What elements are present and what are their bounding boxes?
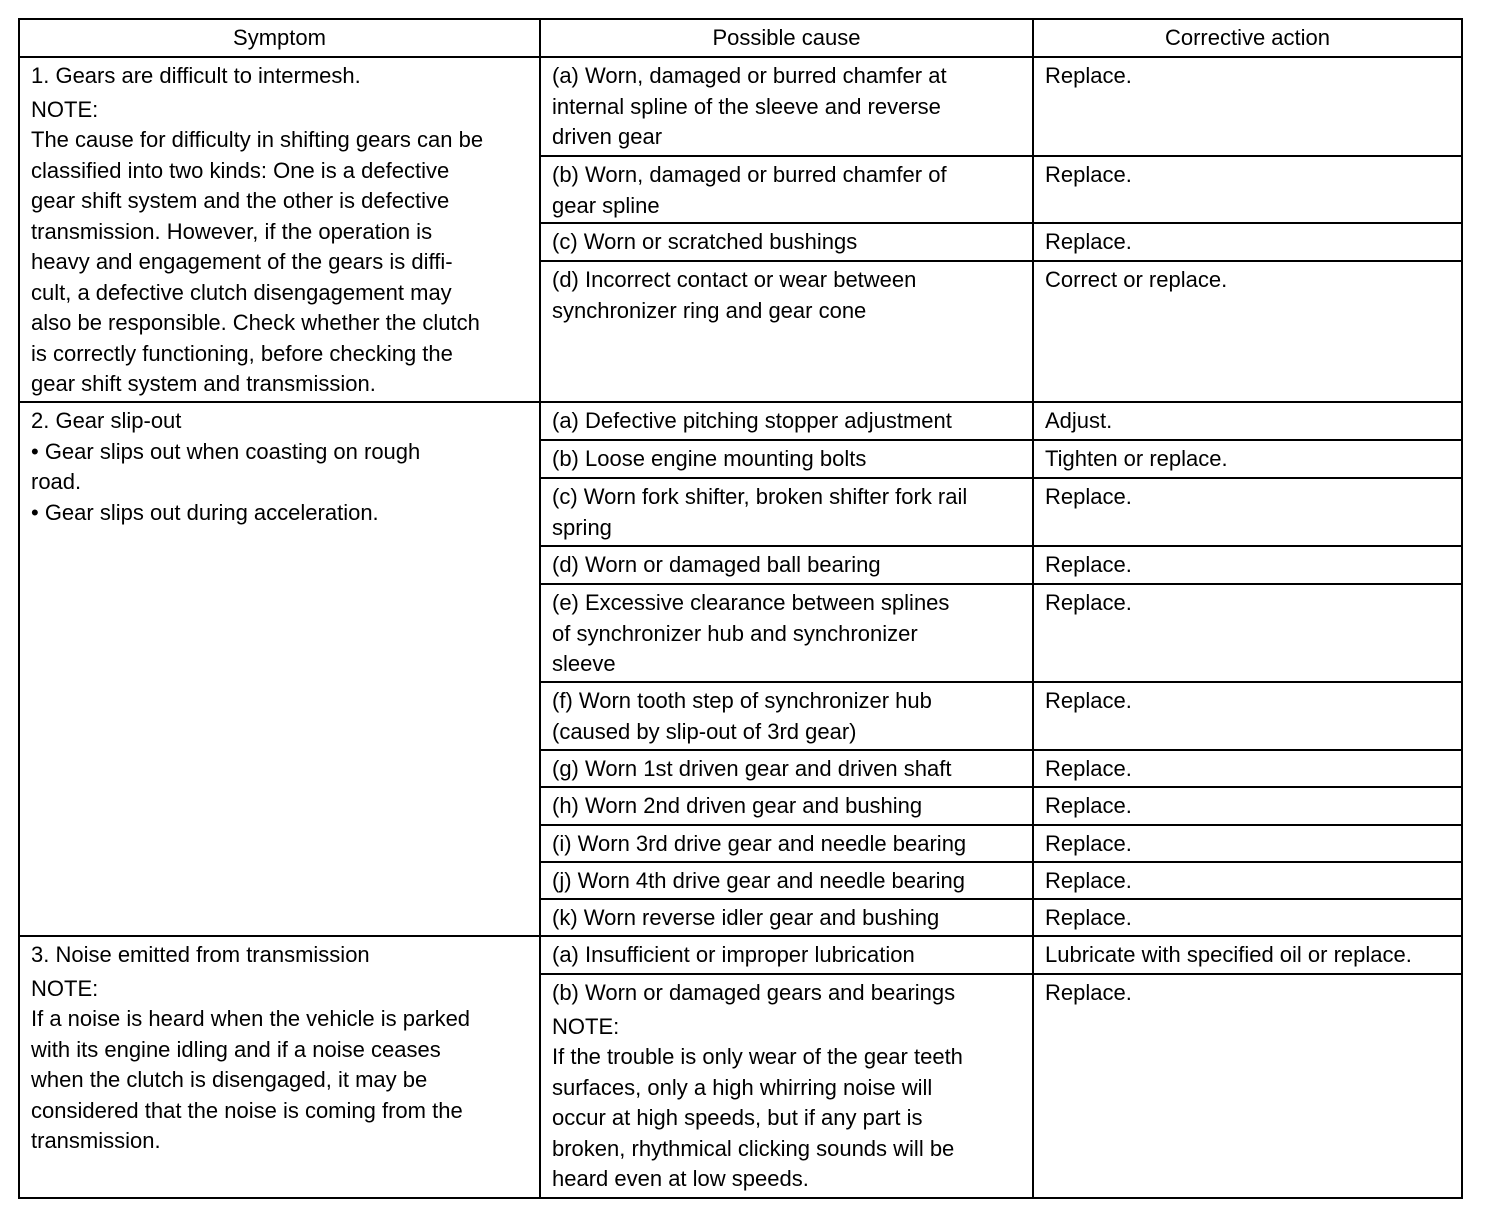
symptom-title: 3. Noise emitted from transmission xyxy=(31,942,370,967)
cause-cell xyxy=(540,223,1033,261)
cause-text: (c) Worn fork shifter, broken shifter fork rail spring xyxy=(552,484,968,540)
action-cell: Replace. xyxy=(1033,899,1462,936)
action-cell: Replace. xyxy=(1033,974,1462,1198)
action-cell: Correct or replace. xyxy=(1033,261,1462,402)
note-text: The cause for difficulty in shifting gears can be classified into two kinds: One is a defective gear shift system and the other is defective transmission. However, if the operation is heavy and engagement of the gears is diffi- cult, a defective clutch disengagement may also be responsible. Check whether the clutch is correctly functioning, before checking the gear shift system and transmission. xyxy=(31,127,484,396)
cause-text: (h) Worn 2nd driven gear and bushing xyxy=(552,793,923,818)
header-symptom: Symptom xyxy=(19,19,540,57)
cause-cell xyxy=(540,862,1033,899)
cause-cell xyxy=(540,825,1033,862)
cause-cell xyxy=(540,682,1033,750)
bullet-item: • Gear slips out when coasting on rough road. xyxy=(31,438,421,494)
action-cell: Replace. xyxy=(1033,787,1462,825)
cause-cell xyxy=(540,261,1033,402)
cause-cell xyxy=(540,936,1033,974)
header-corrective-action: Corrective action xyxy=(1033,19,1462,57)
cause-cell xyxy=(540,899,1033,936)
action-cell: Replace. xyxy=(1033,584,1462,682)
cause-cell xyxy=(540,546,1033,584)
note-label: NOTE: xyxy=(31,96,99,122)
action-cell: Replace. xyxy=(1033,546,1462,584)
symptom-cell xyxy=(19,57,540,402)
cause-cell xyxy=(540,402,1033,440)
action-cell: Replace. xyxy=(1033,478,1462,546)
note-text: If a noise is heard when the vehicle is parked with its engine idling and if a noise ceases when the clutch is disengaged, it may be considered that the noise is coming from the transmission. xyxy=(31,1006,471,1153)
symptom-cell xyxy=(19,402,540,936)
cause-cell xyxy=(540,57,1033,156)
cause-text: (b) Loose engine mounting bolts xyxy=(552,446,867,471)
action-cell: Replace. xyxy=(1033,750,1462,787)
action-cell: Replace. xyxy=(1033,862,1462,899)
action-cell: Replace. xyxy=(1033,223,1462,261)
action-cell: Adjust. xyxy=(1033,402,1462,440)
note-text: If the trouble is only wear of the gear teeth surfaces, only a high whirring noise will occur at high speeds, but if any part is broken, rhythmical clicking sounds will be heard even at low speeds. xyxy=(552,1044,963,1191)
cause-text: (i) Worn 3rd drive gear and needle bearing xyxy=(552,831,967,856)
symptom-title: 2. Gear slip-out xyxy=(31,408,182,433)
cause-text: (j) Worn 4th drive gear and needle bearing xyxy=(552,868,965,893)
cause-cell xyxy=(540,974,1033,1198)
action-cell: Tighten or replace. xyxy=(1033,440,1462,478)
cause-text: (a) Defective pitching stopper adjustment xyxy=(552,408,952,433)
cause-text: (b) Worn, damaged or burred chamfer of gear spline xyxy=(552,162,947,218)
header-possible-cause: Possible cause xyxy=(540,19,1033,57)
cause-cell xyxy=(540,787,1033,825)
cause-text: (b) Worn or damaged gears and bearings xyxy=(552,980,956,1005)
cause-text: (d) Worn or damaged ball bearing xyxy=(552,552,881,577)
cause-text: (c) Worn or scratched bushings xyxy=(552,229,858,254)
action-cell: Replace. xyxy=(1033,682,1462,750)
header-row xyxy=(19,19,1462,57)
note-label: NOTE: xyxy=(552,1013,620,1039)
table-row xyxy=(19,402,1462,440)
cause-text: (g) Worn 1st driven gear and driven shaft xyxy=(552,756,952,781)
cause-cell xyxy=(540,750,1033,787)
bullet-item: • Gear slips out during acceleration. xyxy=(31,499,379,525)
cause-cell xyxy=(540,584,1033,682)
cause-text: (f) Worn tooth step of synchronizer hub (caused by slip-out of 3rd gear) xyxy=(552,688,932,744)
action-cell: Replace. xyxy=(1033,825,1462,862)
cause-text: (a) Insufficient or improper lubrication xyxy=(552,942,915,967)
cause-cell xyxy=(540,156,1033,223)
cause-text: (e) Excessive clearance between splines of synchronizer hub and synchronizer sleeve xyxy=(552,590,950,676)
action-cell: Replace. xyxy=(1033,156,1462,223)
cause-cell xyxy=(540,440,1033,478)
note-label: NOTE: xyxy=(31,975,99,1001)
cause-text: (a) Worn, damaged or burred chamfer at internal spline of the sleeve and reverse driven gear xyxy=(552,63,947,149)
action-cell: Lubricate with specified oil or replace. xyxy=(1033,936,1462,974)
table-row xyxy=(19,57,1462,156)
cause-cell xyxy=(540,478,1033,546)
cause-text: (k) Worn reverse idler gear and bushing xyxy=(552,905,940,930)
symptom-cell xyxy=(19,936,540,1198)
cause-text: (d) Incorrect contact or wear between synchronizer ring and gear cone xyxy=(552,267,917,323)
table-row xyxy=(19,936,1462,974)
action-cell: Replace. xyxy=(1033,57,1462,156)
symptom-title: 1. Gears are difficult to intermesh. xyxy=(31,63,361,88)
troubleshooting-table xyxy=(18,18,1463,1199)
